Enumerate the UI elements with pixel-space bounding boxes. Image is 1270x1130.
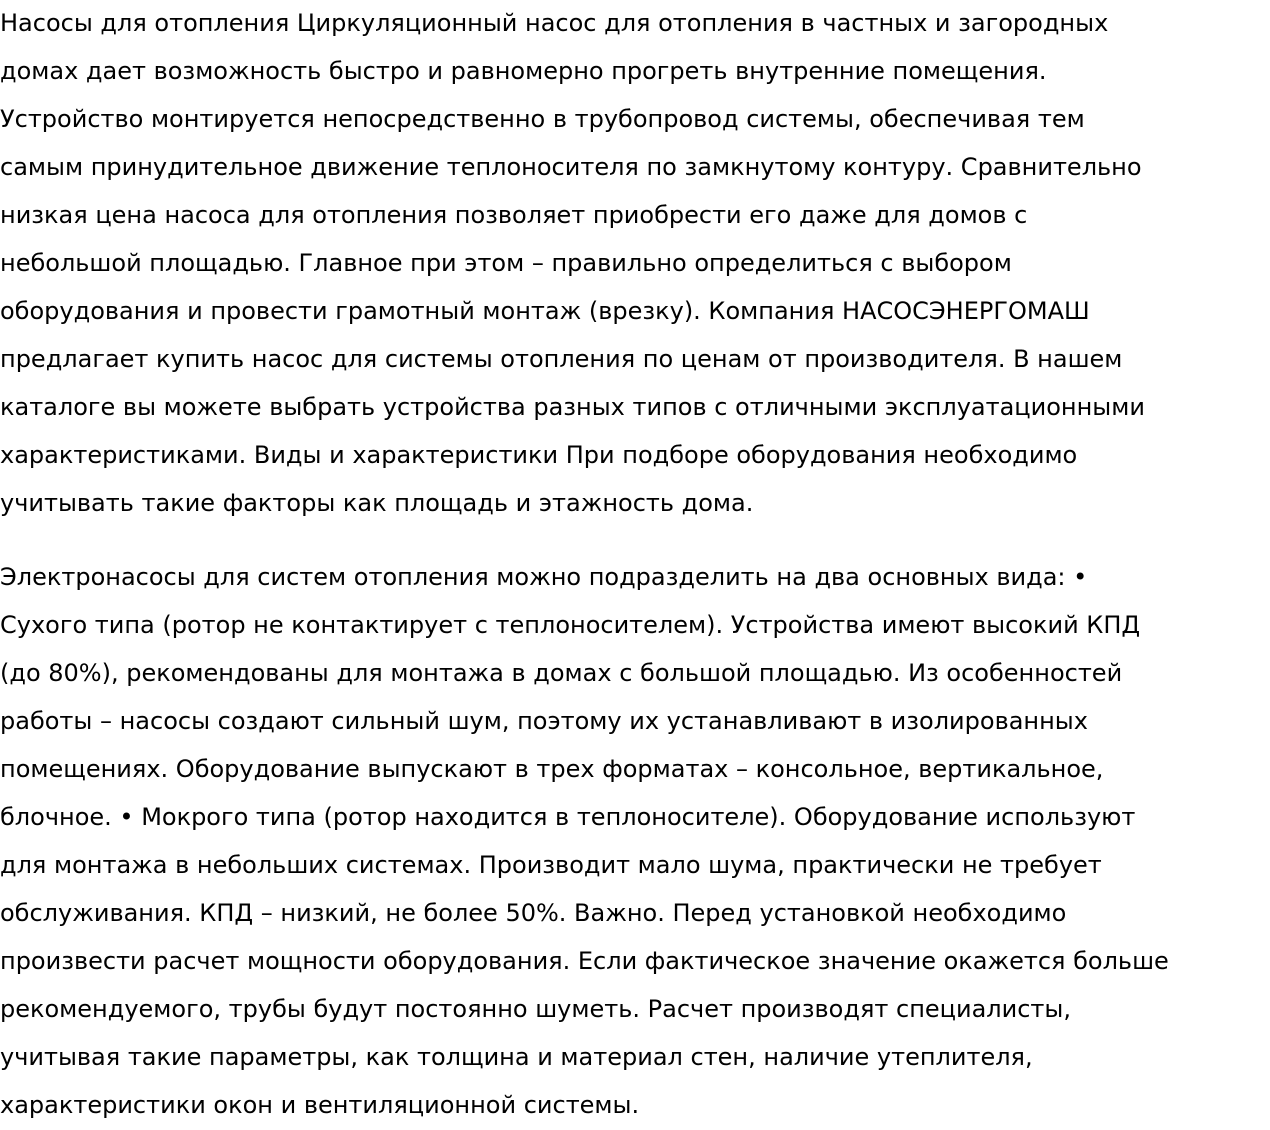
- text-line: помещениях. Оборудование выпускают в трех форматах – консольное, вертикальное,: [0, 755, 1104, 783]
- text-line: учитывать такие факторы как площадь и этажность дома.: [0, 489, 754, 517]
- text-line: Насосы для отопления Циркуляционный насос для отопления в частных и загородных: [0, 9, 1109, 37]
- paragraph-pumps-intro: [0, 0, 1145, 527]
- text-line: характеристики окон и вентиляционной системы.: [0, 1091, 640, 1119]
- text-line: рекомендуемого, трубы будут постоянно шуметь. Расчет производят специалисты,: [0, 995, 1071, 1023]
- text-line: оборудования и провести грамотный монтаж (врезку). Компания НАСОСЭНЕРГОМАШ: [0, 297, 1090, 325]
- paragraph-pump-types: [0, 553, 1169, 1129]
- text-line: блочное. • Мокрого типа (ротор находится в теплоносителе). Оборудование используют: [0, 803, 1136, 831]
- text-line: Устройство монтируется непосредственно в трубопровод системы, обеспечивая тем: [0, 105, 1085, 133]
- text-line: самым принудительное движение теплоносителя по замкнутому контуру. Сравнительно: [0, 153, 1142, 181]
- text-line: для монтажа в небольших системах. Производит мало шума, практически не требует: [0, 851, 1102, 879]
- text-line: предлагает купить насос для системы отопления по ценам от производителя. В нашем: [0, 345, 1123, 373]
- text-line: характеристиками. Виды и характеристики При подборе оборудования необходимо: [0, 441, 1078, 469]
- text-line: учитывая такие параметры, как толщина и материал стен, наличие утеплителя,: [0, 1043, 1033, 1071]
- text-line: Электронасосы для систем отопления можно подразделить на два основных вида: •: [0, 563, 1088, 591]
- text-line: обслуживания. КПД – низкий, не более 50%. Важно. Перед установкой необходимо: [0, 899, 1067, 927]
- text-line: небольшой площадью. Главное при этом – правильно определиться с выбором: [0, 249, 1012, 277]
- text-line: домах дает возможность быстро и равномерно прогреть внутренние помещения.: [0, 57, 1047, 85]
- text-line: каталоге вы можете выбрать устройства разных типов с отличными эксплуатационными: [0, 393, 1145, 421]
- text-line: произвести расчет мощности оборудования. Если фактическое значение окажется больше: [0, 947, 1169, 975]
- text-line: Сухого типа (ротор не контактирует с теплоносителем). Устройства имеют высокий КПД: [0, 611, 1141, 639]
- text-line: работы – насосы создают сильный шум, поэтому их устанавливают в изолированных: [0, 707, 1088, 735]
- text-line: (до 80%), рекомендованы для монтажа в домах с большой площадью. Из особенностей: [0, 659, 1123, 687]
- text-line: низкая цена насоса для отопления позволяет приобрести его даже для домов с: [0, 201, 1028, 229]
